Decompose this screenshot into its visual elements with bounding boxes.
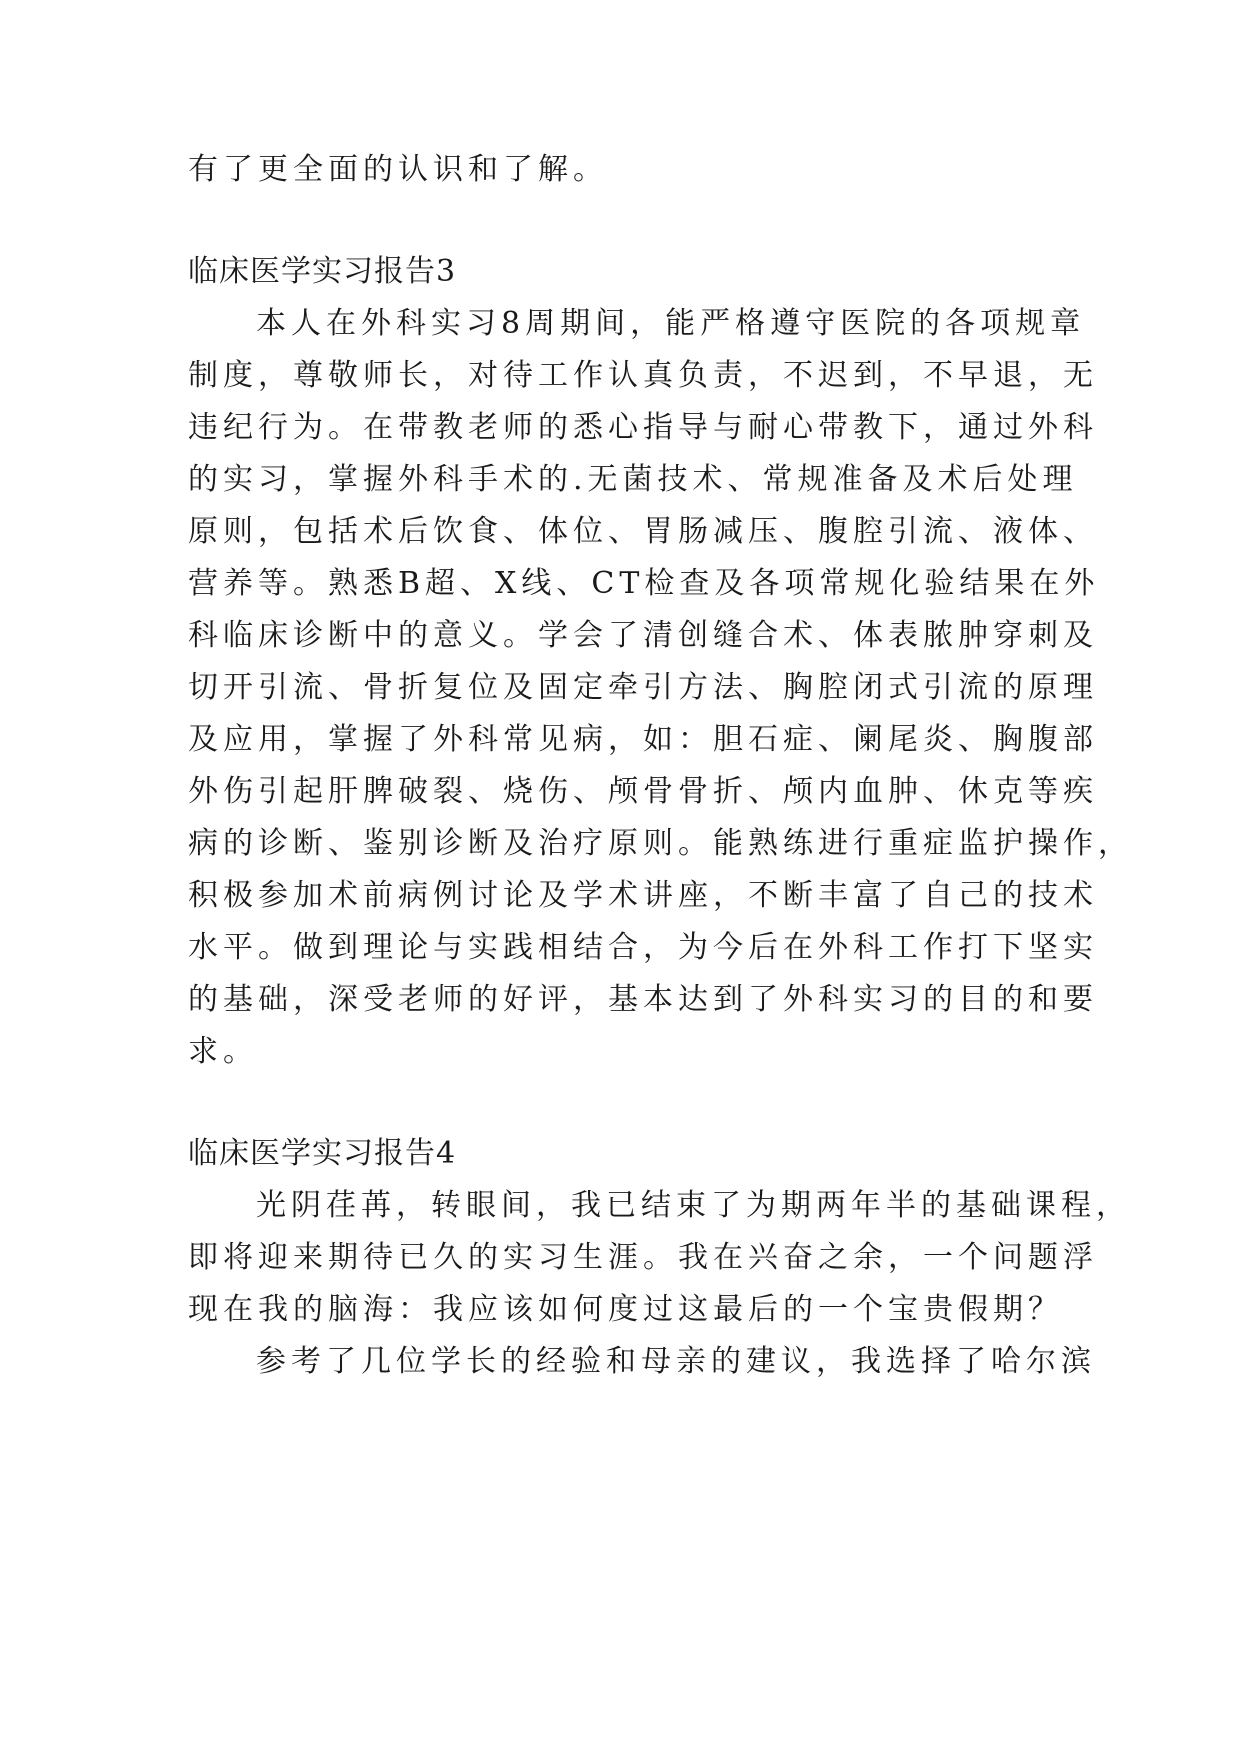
paragraph-line: 水平。做到理论与实践相结合，为今后在外科工作打下坚实 bbox=[188, 930, 1098, 965]
section-heading: 临床医学实习报告4 bbox=[188, 1136, 457, 1171]
paragraph-line: 有了更全面的认识和了解。 bbox=[188, 152, 608, 187]
paragraph-line: 营养等。熟悉B超、X线、CT检查及各项常规化验结果在外 bbox=[188, 566, 1100, 601]
paragraph-line: 的实习，掌握外科手术的.无菌技术、常规准备及术后处理 bbox=[188, 462, 1078, 497]
paragraph-line: 科临床诊断中的意义。学会了清创缝合术、体表脓肿穿刺及 bbox=[188, 618, 1098, 653]
paragraph-line: 制度，尊敬师长，对待工作认真负责，不迟到，不早退，无 bbox=[188, 358, 1098, 393]
paragraph-line: 积极参加术前病例讨论及学术讲座，不断丰富了自己的技术 bbox=[188, 878, 1098, 913]
section-heading: 临床医学实习报告3 bbox=[188, 254, 457, 289]
paragraph-line: 光阴荏苒，转眼间，我已结束了为期两年半的基础课程， bbox=[256, 1188, 1131, 1223]
paragraph-line: 的基础，深受老师的好评，基本达到了外科实习的目的和要 bbox=[188, 982, 1098, 1017]
paragraph-line: 及应用，掌握了外科常见病，如：胆石症、阑尾炎、胸腹部 bbox=[188, 722, 1098, 757]
paragraph-line: 违纪行为。在带教老师的悉心指导与耐心带教下，通过外科 bbox=[188, 410, 1098, 445]
paragraph-line: 切开引流、骨折复位及固定牵引方法、胸腔闭式引流的原理 bbox=[188, 670, 1098, 705]
paragraph-line: 外伤引起肝脾破裂、烧伤、颅骨骨折、颅内血肿、休克等疾 bbox=[188, 774, 1098, 809]
paragraph-line: 本人在外科实习8周期间，能严格遵守医院的各项规章 bbox=[256, 306, 1086, 341]
paragraph-line: 现在我的脑海：我应该如何度过这最后的一个宝贵假期？ bbox=[188, 1292, 1063, 1327]
paragraph-line: 病的诊断、鉴别诊断及治疗原则。能熟练进行重症监护操作， bbox=[188, 826, 1133, 861]
paragraph-line: 原则，包括术后饮食、体位、胃肠减压、腹腔引流、液体、 bbox=[188, 514, 1098, 549]
paragraph-line: 求。 bbox=[188, 1034, 258, 1069]
paragraph-line: 参考了几位学长的经验和母亲的建议，我选择了哈尔滨 bbox=[256, 1344, 1096, 1379]
paragraph-line: 即将迎来期待已久的实习生涯。我在兴奋之余，一个问题浮 bbox=[188, 1240, 1098, 1275]
